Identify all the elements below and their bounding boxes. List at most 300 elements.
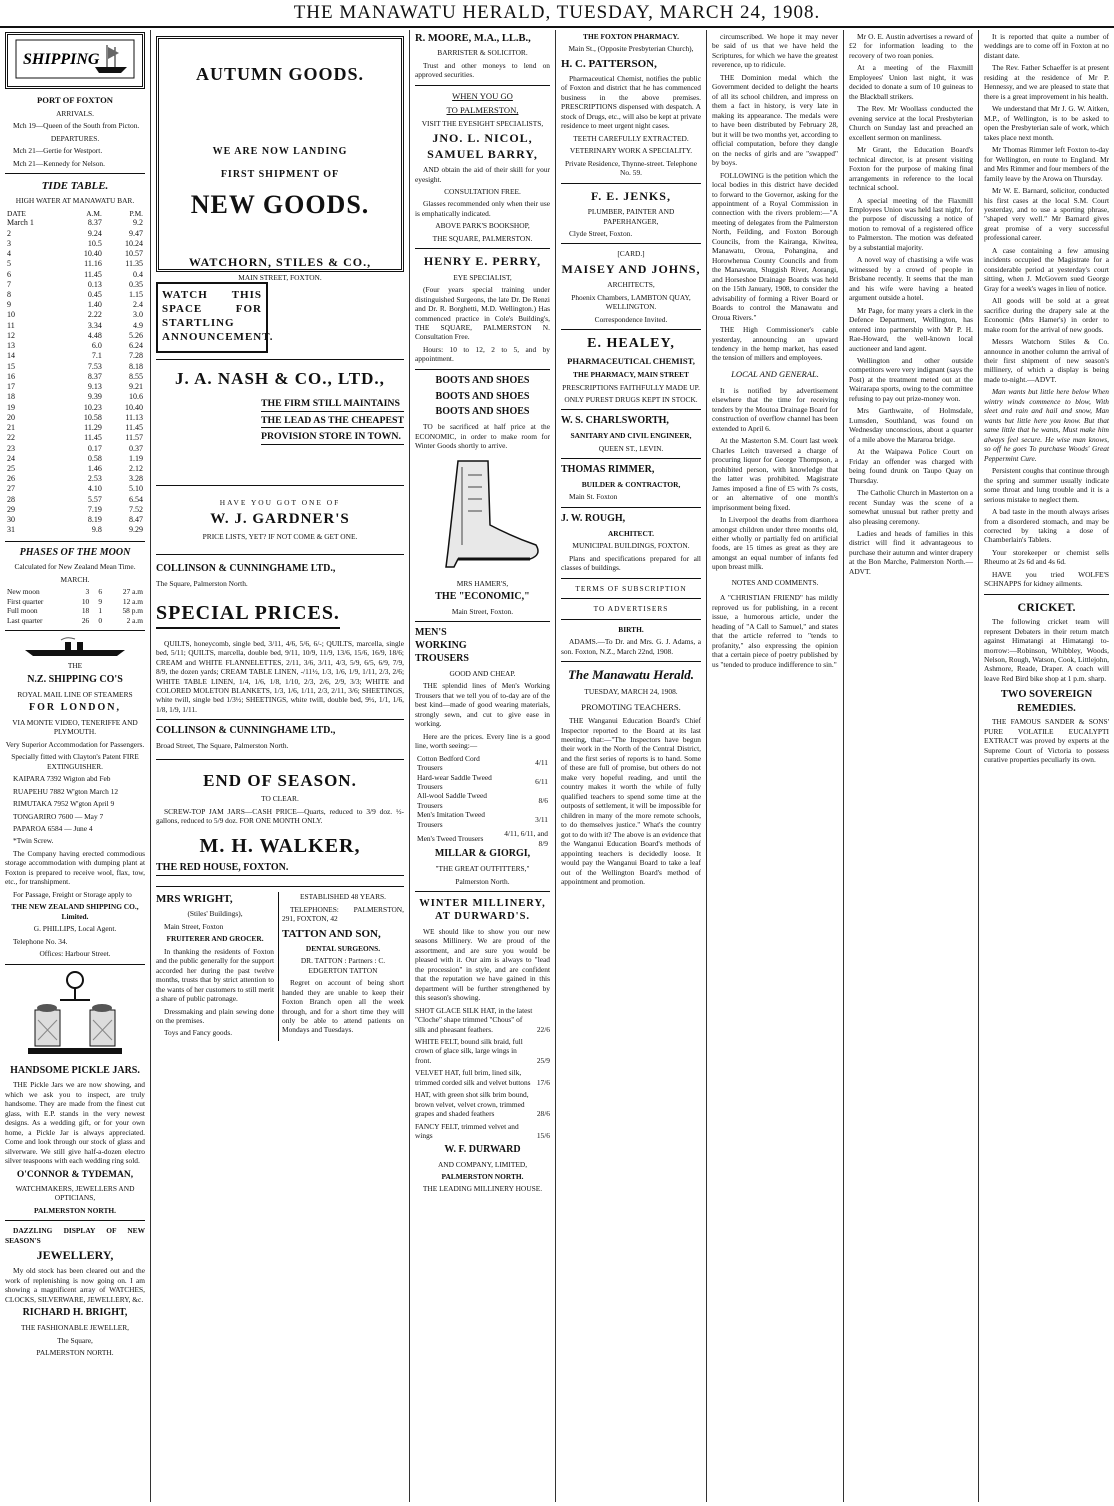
durward-body: WE should like to show you our new seasons Millinery. We are proud of the assortment, and are sure you would be pleased with it. Our aim is always to "lead the procession" in style, and are confident that the reputation we have gained in this department will be further strengthened by this season's showing.	[415, 926, 550, 1003]
gardner-advert	[156, 498, 404, 542]
moon-cell: 9	[98, 596, 103, 606]
tide-am: 8.37	[87, 371, 102, 381]
moon-subtitle: Calculated for New Zealand Mean Time.	[14, 562, 136, 572]
watch-space-text: WATCH THIS SPACE FOR STARTLING ANNOUNCEMENT.	[162, 289, 274, 344]
article-paragraph: We understand that Mr J. G. W. Aitken, M.P., of Wellington, is to be asked to open the Presbyterian sale of work, which takes place next month.	[984, 104, 1109, 142]
tide-pm: 8.55	[129, 371, 143, 381]
tide-am: 0.17	[87, 443, 102, 453]
tide-pm: 3.28	[129, 474, 143, 484]
wright-body: In thanking the residents of Foxton and the public generally for the support accorded her during the past twelve months, trusts that by strict attention to the wants of her customers to still merit a share of public patronage.	[156, 946, 274, 1004]
tide-am: 6.0	[91, 341, 102, 351]
millinery-price: 25/9	[536, 1055, 550, 1065]
tide-am: 11.45	[84, 269, 102, 279]
tide-row	[5, 249, 145, 259]
article-paragraph: THE High Commissioner's cable yesterday, announcing an upward tendency in the hemp market, has eased the tension of millers and employees.	[712, 325, 838, 363]
eyesight-when: WHEN YOU GO	[452, 90, 513, 101]
bright-body: My old stock has been cleared out and the work of replenishing is now going on. I am showing a magnificent array of WATCHES, CLOCKS, SILVERWARE, JEWELLERY, &c.	[5, 1266, 145, 1304]
tide-pm: 0.35	[129, 279, 143, 289]
article-paragraph: Mr W. E. Barnard, solicitor, conducted his first cases at the local S.M. Court yesterday, and to use a sporting phrase, "shaped very well." Mr Barnard gives great promise of a very successful professional career.	[984, 186, 1109, 243]
advertisers-head: TO ADVERTISERS	[593, 604, 669, 614]
economic-boots: BOOTS AND SHOES	[435, 390, 530, 402]
millar-sub: "THE GREAT OUTFITTERS,"	[435, 864, 530, 874]
nzsc-ship: KAIPARA 7392 Wigton abd Feb	[13, 774, 111, 784]
tide-date: 24	[7, 453, 15, 463]
patterson-name: H. C. PATTERSON,	[561, 57, 657, 70]
tide-title: TIDE TABLE.	[41, 180, 109, 193]
gardner-sub: PRICE LISTS, YET? IF NOT COME & GET ONE.	[202, 532, 358, 542]
collinson-body: QUILTS, honeycomb, single bed, 3/11, 4/6, 5/6, 6/-; QUILTS, marcella, single bed, 5/11; QUILTS, marcella, double bed, 9/11, 10/9, 11/9, 13/6, 15/6, 16/9, 18/6; CREAM and WHITE FLANNELETTES, 2/11, 3/6, 3/11, 4/3, 5/9, 6/5, 6/9, 7/9, 8/9, the dozen yards; CREAM TABLE LINEN, -/11½, 1/3, 1/6, 1/9, 1/11, 2/3, 2/6; WHITE TABLE LINEN, 1/4, 1/6, 1/8, 1/10, 2/3, 2/6, 2/9, 3/3; WHITE and COLORED MOLETON BLANKETS, 1/3, 1/6, 1/11, 2/3, 2/11, 3/6; SHEETINGS, white twill, single bed 1/3½; SHEETINGS, white twill, double bed, 9½, 1/1, 1/6, 1/8, 1/9, 1/11.	[156, 638, 404, 714]
collinson-advert	[156, 563, 404, 751]
perry-hours: Hours: 10 to 12, 2 to 5, and by appointment.	[415, 344, 550, 364]
nash-line: THE LEAD AS THE CHEAPEST	[261, 415, 404, 429]
healey-address: THE PHARMACY, MAIN STREET	[573, 370, 689, 380]
nash-slogan	[261, 398, 404, 445]
article-paragraph: The Rev. Mr Woollass conducted the evening service at the local Presbyterian Church on Sunday last and preached an excellent sermon on manliness.	[849, 104, 973, 142]
arrivals: Mch 19—Queen of the South from Picton.	[13, 121, 140, 131]
tide-date: 3	[7, 238, 11, 248]
tide-date: March 1	[7, 218, 34, 228]
promo-title: PROMOTING TEACHERS.	[581, 702, 681, 713]
price-item: Men's Tweed Trousers	[417, 834, 484, 844]
article-paragraph: It is notified by advertisement elsewhere that the time for receiving tenders by the Moutoa Drainage Board for construction of overflow channel has been extended to April 6.	[712, 385, 838, 433]
bright-head: DAZZLING DISPLAY OF NEW SEASON'S	[5, 1226, 145, 1245]
moon-cell: 6	[98, 587, 103, 597]
tide-am: 1.46	[87, 463, 102, 473]
tide-am: 9.8	[91, 525, 102, 535]
economic-name: THE "ECONOMIC,"	[435, 591, 530, 603]
moon-row	[5, 597, 145, 606]
moon-cell: 0	[98, 615, 103, 625]
article-paragraph: At the Waipawa Police Court on Friday an offender was charged with being found drunk on Taupo Quay on Thursday.	[849, 447, 973, 485]
moon-row	[5, 606, 145, 615]
tide-date: 2	[7, 228, 11, 238]
price-row	[415, 791, 550, 810]
price-value: 8/6	[538, 796, 548, 806]
tide-date: 26	[7, 474, 15, 484]
tide-pm: 11.35	[125, 259, 143, 269]
moon-table	[5, 587, 145, 625]
pickle-title: HANDSOME PICKLE JARS.	[10, 1064, 140, 1076]
tide-am: 11.45	[84, 433, 102, 443]
charlsworth-trade: SANITARY AND CIVIL ENGINEER,	[570, 431, 692, 441]
pickle-trade: WATCHMAKERS, JEWELLERS AND OPTICIANS,	[15, 1183, 135, 1203]
nzsc-ship: TONGARIRO 7600 — May 7	[13, 811, 104, 821]
millar-town: Palmerston North.	[455, 876, 510, 886]
pharmacy-vet: VETERINARY WORK A SPECIALITY.	[569, 146, 693, 156]
eyesight-names: JNO. L. NICOL, SAMUEL BARRY,	[427, 131, 538, 161]
moon-cell: 27 a.m	[122, 587, 143, 597]
bright-name: RICHARD H. BRIGHT,	[22, 1307, 128, 1319]
tide-am: 5.57	[87, 494, 102, 504]
economic-boots: BOOTS AND SHOES	[435, 374, 530, 386]
moon-month: MARCH.	[60, 574, 90, 584]
tide-am: 2.22	[87, 310, 102, 320]
tide-pm: 0.4	[133, 269, 143, 279]
tide-date: 29	[7, 504, 15, 514]
tide-row	[5, 484, 145, 494]
durward-sub: AND COMPANY, LIMITED,	[437, 1159, 528, 1169]
tide-pm: 10.40	[125, 402, 143, 412]
millinery-description: VELVET HAT, full brim, lined silk, trimmed corded silk and velvet buttons	[415, 1068, 531, 1087]
pickle-advert	[5, 970, 145, 1216]
price-item: Men's Imitation Tweed Trousers	[417, 810, 486, 829]
nash-line: PROVISION STORE IN TOWN.	[261, 431, 404, 445]
tide-row	[5, 351, 145, 361]
tide-date: 22	[7, 433, 15, 443]
tide-row	[5, 464, 145, 474]
remedies-body: THE FAMOUS SANDER & SONS' PURE VOLATILE EUCALYPTI EXTRACT was proved by experts at the Supreme Court of Victoria to possess curative properties peculiarly its own.	[984, 717, 1109, 765]
millinery-price: 15/6	[536, 1131, 550, 1141]
pharmacy-body: Pharmaceutical Chemist, notifies the public of Foxton and district that he has commenced business in the above premises. PRESCRIPTIONS dispensed with despatch. A stock of Drugs, etc., will also be kept at private residence to meet urgent night cases.	[561, 74, 701, 131]
economic-body: TO be sacrificed at half price at the ECONOMIC, in order to make room for Winter Goods shortly to arrive.	[415, 422, 550, 451]
collinson-name: COLLINSON & CUNNINGHAME LTD.,	[156, 562, 336, 574]
nzsc-apply: For Passage, Freight or Storage apply to	[13, 889, 132, 899]
millinery-price: 17/6	[536, 1077, 550, 1087]
walker-address: THE RED HOUSE, FOXTON.	[156, 862, 404, 876]
jenks-name: F. E. JENKS,	[591, 188, 671, 203]
tide-row	[5, 290, 145, 300]
tide-row	[5, 392, 145, 402]
pharmacy-residence: Private Residence, Thynne-street. Telephone No. 59.	[565, 158, 697, 178]
tide-date: 17	[7, 382, 15, 392]
tide-pm: 10.6	[129, 392, 143, 402]
tide-date: 5	[7, 259, 11, 269]
pharmacy-address: Main St., (Opposite Presbyterian Church),	[568, 44, 694, 54]
durward-name: W. F. DURWARD	[444, 1143, 521, 1155]
tide-table	[5, 209, 145, 536]
tide-pm: 11.45	[125, 423, 143, 433]
pickle-firm: O'CONNOR & TYDEMAN,	[16, 1169, 134, 1180]
tide-row	[5, 423, 145, 433]
tide-am: 0.13	[87, 279, 102, 289]
tatton-name: TATTON AND SON,	[282, 927, 381, 940]
eyesight-above: ABOVE PARK'S BOOKSHOP,	[435, 221, 530, 231]
article-paragraph: Ladies and heads of families in this district will find it advantageous to purchase their autumn and winter drapery at the Bon Marche, Palmerston North.—ADVT.	[849, 528, 973, 576]
economic-caption: MRS HAMER'S,	[456, 578, 509, 588]
pharmacy-teeth: TEETH CAREFULLY EXTRACTED.	[573, 133, 689, 143]
millinery-price: 28/6	[536, 1109, 550, 1119]
tide-am: 10.23	[83, 402, 102, 412]
moon-cell: Full moon	[7, 606, 38, 616]
tide-am: 2.53	[87, 474, 102, 484]
healey-name: E. HEALEY,	[587, 336, 675, 352]
moon-cell: 10	[81, 596, 90, 606]
tide-date: 21	[7, 423, 15, 433]
watchorn-address: MAIN STREET, FOXTON.	[238, 273, 322, 283]
promo-body: THE Wanganui Education Board's Chief Inspector reported to the Board at its last meeting, that:—"The Inspectors have begun their work in the North of the Central District, and the first series of reports is to hand. Some of these are full of promise, but others do not make very hopeful reading, and until the country makes it worth the while of fully qualified teachers to spend some time at the outposts of settlement, it will be impossible for children in many of the more remote schools, to do themselves justice." What's the country got to do with it? The above is an evidence that the Wanganui Education Board's methods of appointing teachers is decidedly loose. It would pay the Wanganui Board to take a leaf out of the Wellington Board's method of appointment and promotion.	[561, 716, 701, 887]
maisey-address: Phoenix Chambers, LAMBTON QUAY, WELLINGTON.	[571, 292, 691, 312]
article-paragraph: HAVE you tried WOLFE'S SCHNAPPS for kidney ailments.	[984, 569, 1109, 589]
subscription-head: TERMS OF SUBSCRIPTION	[575, 583, 687, 593]
departure: Mch 21—Kennedy for Nelson.	[13, 158, 105, 168]
tide-am: 4.48	[87, 330, 102, 340]
tide-am: 9.39	[87, 392, 102, 402]
article-paragraph: Mr O. E. Austin advertises a reward of £2 for information leading to the recovery of two roan ponies.	[849, 32, 973, 60]
arrivals-label: ARRIVALS.	[56, 109, 94, 118]
millar-prices-intro: Here are the prices. Every line is a good line, worth seeing:—	[415, 731, 550, 751]
millinery-description: WHITE FELT, bound silk braid, full crown of glace silk, large wings in front.	[415, 1037, 523, 1065]
millinery-item	[415, 1068, 550, 1087]
tide-date: 8	[7, 290, 11, 299]
article-paragraph: At a meeting of the Flaxmill Employees' Union last night, it was decided to donate a sum of 10 guineas to the Blackball strikers.	[849, 63, 973, 101]
nzsc-via: VIA MONTE VIDEO, TENERIFFE AND PLYMOUTH.	[12, 717, 138, 737]
nash-title: J. A. NASH & CO., LTD.,	[175, 369, 385, 389]
tide-row	[5, 331, 145, 341]
port-name: PORT OF FOXTON	[37, 95, 113, 105]
price-item: Cotton Bedford Cord Trousers	[417, 753, 480, 773]
durward-title: WINTER MILLINERY, AT DURWARD'S.	[419, 897, 546, 923]
wright-street: Main Street, Foxton	[164, 921, 224, 931]
article-paragraph: A case containing a few amusing incidents occupied the Magistrate for a considerable period at yesterday's court sitting, when J. McGovern sued George Gray for a week's wages in lieu of notice.	[984, 245, 1109, 293]
tide-row	[5, 218, 145, 228]
wright-toys: Toys and Fancy goods.	[164, 1028, 233, 1038]
birth-notice: ADAMS.—To Dr. and Mrs. G. J. Adams, a son. Foxton, N.Z., March 22nd, 1908.	[561, 637, 701, 656]
column-7	[979, 32, 1114, 1500]
economic-boots: BOOTS AND SHOES	[435, 406, 530, 418]
cricket-body: The following cricket team will represent Debaters in their return match against Himatangi at Himatangi to-morrow:—Robinson, Whibbley, Woods, Nelson, Rough, Watson, Cook, Littlejohn, Ashmore, Reade, Draper. A coach will leave Red Bird bike shop at 1 p.m. sharp.	[984, 617, 1109, 683]
column-1	[0, 32, 150, 1500]
tide-am: 10.40	[83, 249, 102, 259]
price-item: Hard-wear Saddle Tweed Trousers	[417, 772, 492, 791]
price-row	[415, 773, 550, 792]
perry-title: EYE SPECIALIST,	[453, 272, 512, 282]
tide-row	[5, 433, 145, 443]
price-value: 4/11	[535, 758, 548, 768]
moore-body: Trust and other moneys to lend on approved securities.	[415, 60, 550, 80]
healey-drugs: ONLY PUREST DRUGS KEPT IN STOCK.	[564, 395, 698, 405]
shipping-logo	[5, 32, 145, 89]
durward-footer: THE LEADING MILLINERY HOUSE.	[422, 1184, 543, 1194]
remedies-title: TWO SOVEREIGN REMEDIES.	[1000, 689, 1093, 714]
tide-date: 28	[7, 494, 15, 504]
tide-row	[5, 362, 145, 372]
walker-title: END OF SEASON.	[203, 770, 357, 790]
rough-address: MUNICIPAL BUILDINGS, FOXTON.	[572, 541, 690, 551]
tide-pm: 9.29	[129, 525, 143, 535]
column-6	[844, 32, 978, 1500]
tide-date: 31	[7, 525, 15, 535]
tide-row	[5, 239, 145, 249]
tide-am: 9.24	[87, 228, 102, 238]
article-paragraph: Persistent coughs that continue through the spring and summer usually indicate some throat and lung trouble and it is a serious mistake to neglect them.	[984, 466, 1109, 504]
moon-cell: 18	[81, 606, 90, 616]
millar-prices	[415, 754, 550, 849]
tide-date: 27	[7, 484, 15, 494]
tide-pm: 9.21	[129, 382, 143, 392]
article-paragraph: In Liverpool the deaths from diarrhoea amongst children under three months old, either wholly or partially fed on artificial foods, are 15 times as great as they are amongst an equal number of infants fed upon breast milk.	[712, 515, 838, 572]
tide-date: 7	[7, 279, 11, 289]
tide-pm: 5.10	[129, 484, 143, 494]
walker-body: SCREW-TOP JAM JARS—CASH PRICE—Quarts, reduced to 3/9 doz. ½-gallons, reduced to 5/9 doz. FOR ONE MONTH ONLY.	[156, 806, 404, 826]
tide-am: 10.5	[87, 238, 102, 248]
tide-date: 10	[7, 310, 15, 320]
tide-date: 25	[7, 463, 15, 473]
moon-cell: New moon	[7, 587, 40, 597]
tide-pm: 5.26	[129, 330, 143, 340]
healey-trade: PHARMACEUTICAL CHEMIST,	[567, 356, 695, 367]
tatton-est: ESTABLISHED 48 YEARS.	[300, 892, 386, 902]
tide-header: DATE	[7, 208, 26, 218]
tide-pm: 11.13	[125, 412, 143, 422]
nzsc-ship: PAPAROA 6584 — June 4	[13, 823, 93, 833]
nzsc-sub: ROYAL MAIL LINE OF STEAMERS	[17, 689, 133, 699]
tide-pm: 10.24	[125, 238, 143, 248]
tide-row	[5, 300, 145, 310]
bright-town: PALMERSTON NORTH.	[36, 1348, 114, 1358]
pharmacy-head: THE FOXTON PHARMACY.	[583, 32, 679, 41]
bright-sub: THE FASHIONABLE JEWELLER,	[20, 1323, 130, 1333]
article-paragraph: Wellington and other outside competitors were very indignant (says the Post) at the treatment meted out at the Wairarapa sports, owing to the committee refusing to pay out prize-money won.	[849, 356, 973, 403]
tatton-telephones: TELEPHONES: PALMERSTON, 291, FOXTON, 42	[282, 904, 404, 924]
tide-pm: 10.57	[125, 249, 143, 259]
rough-plans: Plans and specifications prepared for all classes of buildings.	[561, 553, 701, 573]
rough-trade: ARCHITECT.	[607, 528, 655, 538]
tide-row	[5, 270, 145, 280]
wright-extra: Dressmaking and plain sewing done on the premises.	[156, 1006, 274, 1025]
wright-sub: (Stiles' Buildings),	[187, 909, 243, 919]
departure: Mch 21—Gertie for Westport.	[13, 146, 103, 156]
article-paragraph: A "CHRISTIAN FRIEND" has mildly reproved us for publishing, in a recent issue, a humorous article, under the heading of "A Call to Samuel," and states that the article referred to "tends to profanity," also expressing the opinion that a certain piece of poetry published by us "tended to produce indifference to sin."	[712, 593, 838, 669]
tide-date: 16	[7, 371, 15, 381]
ship-icon	[15, 39, 135, 79]
millinery-description: HAT, with green shot silk brim bound, brown velvet, velvet crown, trimmed grapes and shaded feathers	[415, 1090, 529, 1119]
tide-am: 11.16	[84, 259, 102, 269]
article-paragraph: Mrs Garthwaite, of Holmsdale, Lumsden, Southland, was found on Wednesday unconscious, about a quarter of a mile above the Mararoa bridge.	[849, 406, 973, 444]
boot-icon	[418, 455, 548, 575]
tide-am: 1.40	[87, 300, 102, 310]
tide-row	[5, 259, 145, 269]
gardner-question: HAVE YOU GOT ONE OF	[219, 497, 341, 507]
bright-advert	[5, 1226, 145, 1357]
notes-title: NOTES AND COMMENTS.	[731, 577, 819, 587]
nzsc-company: THE NEW ZEALAND SHIPPING CO., Limited.	[11, 902, 139, 921]
watchorn-advert	[156, 36, 404, 283]
moon-cell: 58 p.m	[122, 606, 143, 616]
tide-row	[5, 341, 145, 351]
millinery-price: 22/6	[536, 1024, 550, 1034]
tide-date: 19	[7, 402, 15, 412]
collinson-footer: COLLINSON & CUNNINGHAME LTD.,	[156, 725, 336, 737]
charlsworth-name: W. S. CHARLSWORTH,	[561, 415, 669, 427]
tide-row	[5, 229, 145, 239]
tide-row	[5, 310, 145, 320]
tide-pm: 0.37	[129, 443, 143, 453]
eyesight-visit: VISIT THE EYESIGHT SPECIALISTS,	[421, 118, 544, 128]
watchorn-autumn: AUTUMN GOODS.	[195, 64, 364, 84]
perry-body: (Four years special training under distinguished Surgeons, the late Dr. De Renzi and Dr. R. Borghetti, M.D. Wellington.) Has commenced practice in Cole's Building's, THE SQUARE, PALMERSTON N. Consultation Free.	[415, 285, 550, 342]
millar-head: MEN'S WORKING TROUSERS	[415, 627, 469, 665]
tide-pm: 6.54	[129, 494, 143, 504]
article-paragraph: Messrs Watchorn Stiles & Co. announce in another column the arrival of their first shipment of new season's millinery, of which a display is being made to-night.—ADVT.	[984, 337, 1109, 384]
moon-cell: 26	[81, 615, 90, 625]
price-value: 4/11, 6/11, and 8/9	[504, 829, 548, 848]
rimmer-address: Main St. Foxton	[569, 492, 618, 502]
tide-row	[5, 495, 145, 505]
tide-row	[5, 505, 145, 515]
article-paragraph: THE Dominion medal which the Government decided to delight the hearts of all its school children, and impress on them a fact in history, is very late in making its appearance. The medals were to have been distributed by February 28, but it will be two months yet, according to official computation, before they dangle on the necks of girls and are "swapped" by boys.	[712, 72, 838, 168]
moon-cell: Last quarter	[7, 615, 43, 625]
gardner-name: W. J. GARDNER'S	[210, 511, 350, 528]
tide-am: 9.13	[87, 382, 102, 392]
tide-row	[5, 280, 145, 290]
maisey-correspondence: Correspondence Invited.	[594, 314, 668, 324]
nzsc-office: Offices: Harbour Street.	[39, 949, 111, 959]
article-paragraph: All goods will be sold at a great sacrifice during the drapery sale at the Economic (Mrs Hamer's) in order to make room for the arrival of new goods.	[984, 296, 1109, 334]
tide-pm: 4.9	[133, 320, 143, 330]
nzsc-body: The Company having erected commodious storage accommodation with dumping plant at Foxton is prepared to receive wool, flax, tow, etc., for transhipment.	[5, 848, 145, 887]
walker-advert	[156, 770, 404, 877]
tide-am: 3.34	[87, 320, 102, 330]
tide-am: 0.45	[87, 290, 102, 299]
moon-cell: 12 a.m	[122, 596, 143, 606]
article-paragraph: Mr Page, for many years a clerk in the Defence Department, Wellington, has entered into partnership with Mr P. H. Rae-Howard, the well-known local auctioneer and land agent.	[849, 305, 973, 353]
column-5	[707, 32, 843, 1500]
cricket-title: CRICKET.	[1017, 599, 1076, 614]
tide-date: 9	[7, 300, 11, 310]
tide-am: 10.58	[83, 412, 102, 422]
nzsc-advert	[5, 636, 145, 958]
tide-date: 13	[7, 341, 15, 351]
article-paragraph: Mr Thomas Rimmer left Foxton to-day for Wellington, en route to England. Mr and Mrs Rimmer and four members of the family leave by the Arowa on Thursday.	[984, 145, 1109, 183]
tide-am: 7.53	[87, 361, 102, 371]
tide-pm: 8.47	[129, 515, 143, 525]
eyesight-to: TO PALMERSTON,	[446, 104, 519, 115]
collinson-address: The Square, Palmerston North.	[156, 578, 248, 588]
moon-title: PHASES OF THE MOON	[19, 546, 131, 558]
tide-pm: 7.28	[129, 351, 143, 361]
tide-date: 12	[7, 330, 15, 340]
watchorn-goods: NEW GOODS.	[190, 189, 370, 219]
tide-row	[5, 321, 145, 331]
article-paragraph: Mr Grant, the Education Board's technical director, is at present visiting Foxton for the purpose of making final arrangements in reference to the local technical school.	[849, 145, 973, 193]
maisey-trade: ARCHITECTS,	[607, 280, 655, 290]
tide-am: 8.19	[87, 515, 102, 525]
tatton-advert	[282, 892, 404, 1035]
millinery-item	[415, 1090, 550, 1118]
tatton-partners: DR. TATTON : Partners : C. EDGERTON TATTON	[300, 956, 386, 975]
watchorn-name: WATCHORN, STILES & CO.,	[188, 254, 372, 269]
tide-subtitle: HIGH WATER AT MANAWATU BAR.	[15, 196, 135, 206]
nzsc-twin: *Twin Screw.	[13, 836, 54, 846]
tide-date: 4	[7, 249, 11, 259]
price-row	[415, 810, 550, 829]
nash-line: THE FIRM STILL MAINTAINS	[261, 398, 404, 412]
wright-advert	[156, 892, 279, 1041]
collinson-footer-address: Broad Street, The Square, Palmerston North.	[156, 741, 289, 751]
column-3	[410, 32, 555, 1500]
bright-title: JEWELLERY,	[36, 1248, 114, 1263]
nzsc-passengers: Very Superior Accommodation for Passengers.	[5, 739, 145, 749]
moore-title: BARRISTER & SOLICITOR.	[437, 48, 528, 58]
eyesight-glasses: Glasses recommended only when their use is emphatically indicated.	[415, 199, 550, 218]
healey-prescriptions: PRESCRIPTIONS FAITHFULLY MADE UP.	[562, 382, 700, 392]
masthead: THE MANAWATU HERALD, TUESDAY, MARCH 24, 1908.	[0, 0, 1114, 28]
tide-pm: 1.19	[129, 453, 143, 463]
departures-label: DEPARTURES.	[50, 133, 100, 143]
tide-row	[5, 454, 145, 464]
nzsc-agent: G. PHILLIPS, Local Agent.	[33, 924, 117, 934]
tide-pm: 9.2	[133, 218, 143, 228]
moore-name: R. MOORE, M.A., LL.B.,	[415, 33, 531, 44]
wright-name: MRS WRIGHT,	[156, 893, 233, 906]
nzsc-fitted: Specially fitted with Clayton's Patent FIRE EXTINGUISHER.	[11, 752, 139, 771]
moon-cell: First quarter	[7, 596, 44, 606]
tide-row	[5, 382, 145, 392]
tide-am: 8.37	[87, 218, 102, 228]
moon-row	[5, 616, 145, 625]
price-value: 6/11	[535, 777, 548, 787]
wright-trade: FRUITERER AND GROCER.	[166, 934, 264, 944]
